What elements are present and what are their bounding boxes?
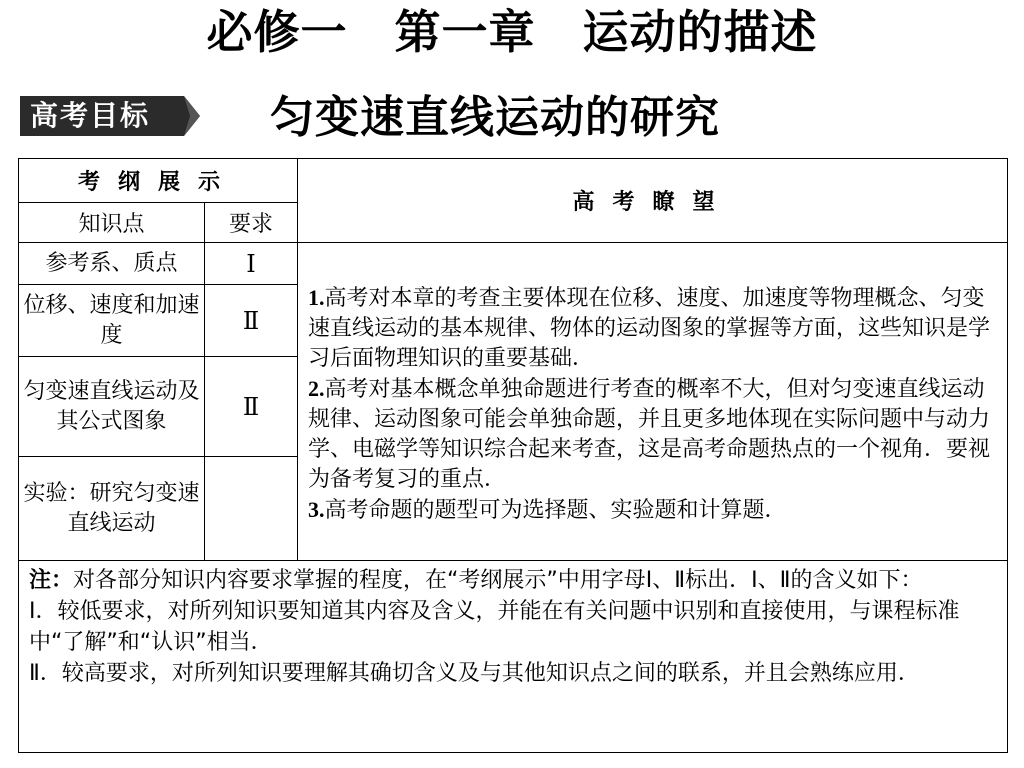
table-row bbox=[19, 243, 1008, 285]
note-cell bbox=[19, 561, 1008, 753]
badge-label: 高考目标 bbox=[30, 99, 151, 132]
header-syllabus: 考纲展示 bbox=[19, 159, 298, 203]
level-cell: Ⅱ bbox=[205, 285, 298, 357]
syllabus-table bbox=[18, 158, 1008, 753]
page-title: 必修一 第一章 运动的描述 bbox=[206, 5, 818, 59]
outlook-item: 1.高考对本章的考查主要体现在位移、速度、加速度等物理概念、匀变速直线运动的基本规律、物体的运动图象的掌握等方面，这些知识是学习后面物理知识的重要基础． bbox=[308, 285, 991, 371]
outlook-item: 3.高考命题的题型可为选择题、实验题和计算题． bbox=[308, 497, 787, 523]
topic-cell: 位移、速度和加速度 bbox=[19, 285, 205, 357]
level-cell: Ⅱ bbox=[205, 357, 298, 457]
topic-cell: 匀变速直线运动及其公式图象 bbox=[19, 357, 205, 457]
note-intro: 注：对各部分知识内容要求掌握的程度，在“考纲展示”中用字母Ⅰ、Ⅱ标出．Ⅰ、Ⅱ的含义如下： bbox=[29, 568, 923, 593]
outlook-cell bbox=[298, 243, 1008, 561]
section-subtitle: 匀变速直线运动的研究 bbox=[270, 92, 720, 143]
note-level-1: Ⅰ．较低要求，对所列知识要知道其内容及含义，并能在有关问题中识别和直接使用，与课程标准中“了解”和“认识”相当． bbox=[29, 599, 960, 655]
topic-cell: 参考系、质点 bbox=[19, 243, 205, 285]
level-cell bbox=[205, 457, 298, 561]
col-requirement-header: 要求 bbox=[205, 203, 298, 243]
exam-goal-badge bbox=[20, 96, 200, 136]
topic-cell: 实验：研究匀变速直线运动 bbox=[19, 457, 205, 561]
col-knowledge-header: 知识点 bbox=[19, 203, 205, 243]
outlook-item: 2.高考对基本概念单独命题进行考查的概率不大，但对匀变速直线运动规律、运动图象可能会单独命题，并且更多地体现在实际问题中与动力学、电磁学等知识综合起来考查，这是高考命题热点的一个视角．要视为备考复习的重点． bbox=[308, 376, 991, 492]
note-level-2: Ⅱ．较高要求，对所列知识要理解其确切含义及与其他知识点之间的联系，并且会熟练应用． bbox=[29, 661, 920, 686]
header-outlook: 高考瞭望 bbox=[298, 159, 1008, 243]
level-cell: Ⅰ bbox=[205, 243, 298, 285]
